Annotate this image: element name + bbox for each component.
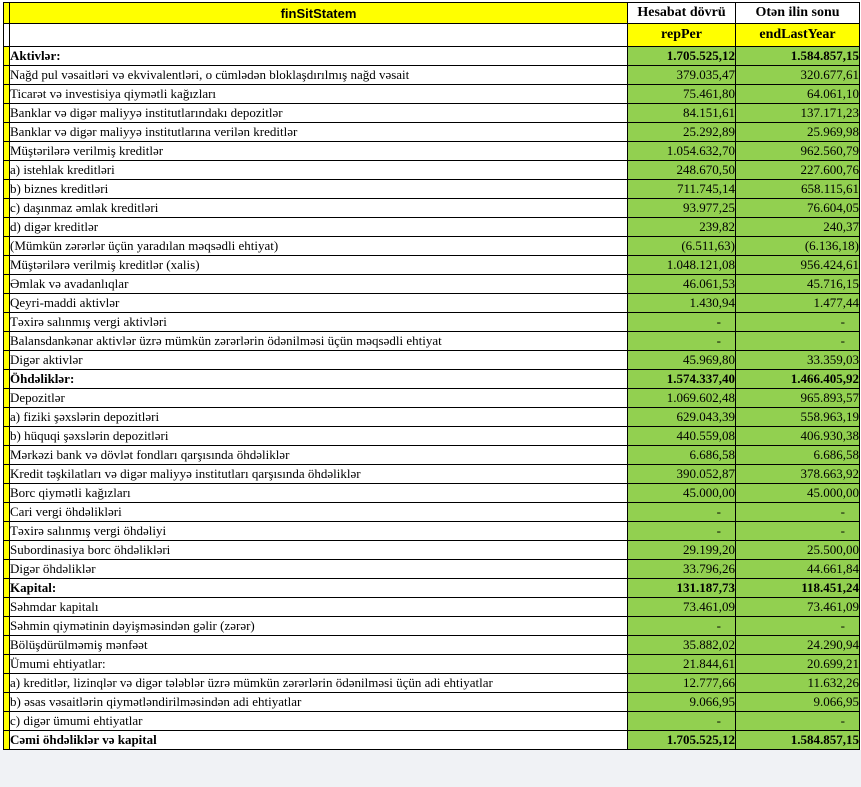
row-label: Təxirə salınmış vergi öhdəliyi	[10, 522, 628, 541]
value-end-last-year: 73.461,09	[736, 598, 860, 617]
row-label: Öhdəliklər:	[10, 370, 628, 389]
column-header-reporting-period: Hesabat dövrü	[628, 3, 736, 24]
value-end-last-year: 1.584.857,15	[736, 47, 860, 66]
row-label: (Mümkün zərərlər üçün yaradılan məqsədli ehtiyat)	[10, 237, 628, 256]
value-reporting-period: 239,82	[628, 218, 736, 237]
value-end-last-year: -	[736, 522, 860, 541]
row-label: b) hüquqi şəxslərin depozitləri	[10, 427, 628, 446]
value-reporting-period: 33.796,26	[628, 560, 736, 579]
value-end-last-year: 25.969,98	[736, 123, 860, 142]
value-end-last-year: 227.600,76	[736, 161, 860, 180]
row-label: Digər öhdəliklər	[10, 560, 628, 579]
value-reporting-period: 131.187,73	[628, 579, 736, 598]
table-row	[4, 579, 860, 598]
table-row	[4, 408, 860, 427]
value-reporting-period: 1.574.337,40	[628, 370, 736, 389]
row-label: Bölüşdürülməmiş mənfəət	[10, 636, 628, 655]
value-end-last-year: 76.604,05	[736, 199, 860, 218]
table-row	[4, 503, 860, 522]
value-reporting-period: 84.151,61	[628, 104, 736, 123]
value-end-last-year: 44.661,84	[736, 560, 860, 579]
value-end-last-year: 962.560,79	[736, 142, 860, 161]
row-label: Nağd pul vəsaitləri və ekvivalentləri, o cümlədən bloklaşdırılmış nağd vəsait	[10, 66, 628, 85]
value-reporting-period: -	[628, 522, 736, 541]
value-reporting-period: 12.777,66	[628, 674, 736, 693]
value-reporting-period: 248.670,50	[628, 161, 736, 180]
value-reporting-period: 73.461,09	[628, 598, 736, 617]
table-row	[4, 351, 860, 370]
table-row	[4, 674, 860, 693]
row-label: a) fiziki şəxslərin depozitləri	[10, 408, 628, 427]
value-reporting-period: 1.705.525,12	[628, 731, 736, 750]
table-row	[4, 142, 860, 161]
value-reporting-period: 45.000,00	[628, 484, 736, 503]
value-reporting-period: 1.048.121,08	[628, 256, 736, 275]
table-row	[4, 218, 860, 237]
row-label: Müştərilərə verilmiş kreditlər	[10, 142, 628, 161]
value-end-last-year: 6.686,58	[736, 446, 860, 465]
value-end-last-year: 1.584.857,15	[736, 731, 860, 750]
row-label: Kapital:	[10, 579, 628, 598]
value-end-last-year: (6.136,18)	[736, 237, 860, 256]
row-label: Müştərilərə verilmiş kreditlər (xalis)	[10, 256, 628, 275]
value-reporting-period: -	[628, 503, 736, 522]
row-label: a) kreditlər, lizinqlər və digər tələblər üzrə mümkün zərərlərin ödənilməsi üçün adi ehtiyatlar	[10, 674, 628, 693]
table-row	[4, 294, 860, 313]
row-label: Banklar və digər maliyyə institutlarındakı depozitlər	[10, 104, 628, 123]
table-row	[4, 47, 860, 66]
value-end-last-year: 45.000,00	[736, 484, 860, 503]
row-label: Aktivlər:	[10, 47, 628, 66]
table-row	[4, 636, 860, 655]
table-row	[4, 161, 860, 180]
column-header-end-last-year: Otən ilin sonu	[736, 3, 860, 24]
value-reporting-period: 21.844,61	[628, 655, 736, 674]
table-row	[4, 465, 860, 484]
row-label: Əmlak və avadanlıqlar	[10, 275, 628, 294]
table-row	[4, 370, 860, 389]
table-row	[4, 541, 860, 560]
value-reporting-period: 25.292,89	[628, 123, 736, 142]
value-reporting-period: 711.745,14	[628, 180, 736, 199]
table-row	[4, 731, 860, 750]
row-label: a) istehlak kreditləri	[10, 161, 628, 180]
value-end-last-year: -	[736, 712, 860, 731]
row-label: c) digər ümumi ehtiyatlar	[10, 712, 628, 731]
table-row	[4, 256, 860, 275]
value-end-last-year: 45.716,15	[736, 275, 860, 294]
value-end-last-year: 956.424,61	[736, 256, 860, 275]
value-end-last-year: 137.171,23	[736, 104, 860, 123]
table-row	[4, 484, 860, 503]
value-end-last-year: -	[736, 332, 860, 351]
row-label: Digər aktivlər	[10, 351, 628, 370]
table-row	[4, 389, 860, 408]
column-subheader-endlastyear: endLastYear	[736, 24, 860, 47]
value-end-last-year: 11.632,26	[736, 674, 860, 693]
row-label: Kredit təşkilatları və digər maliyyə institutları qarşısında öhdəliklər	[10, 465, 628, 484]
value-reporting-period: 1.705.525,12	[628, 47, 736, 66]
value-reporting-period: 1.430,94	[628, 294, 736, 313]
value-reporting-period: 379.035,47	[628, 66, 736, 85]
table-row	[4, 693, 860, 712]
header-empty-label-cell	[10, 24, 628, 47]
value-reporting-period: -	[628, 712, 736, 731]
table-title: finSitStatem	[10, 3, 628, 24]
table-row	[4, 104, 860, 123]
value-end-last-year: 378.663,92	[736, 465, 860, 484]
table-row	[4, 275, 860, 294]
table-row	[4, 332, 860, 351]
table-row	[4, 598, 860, 617]
value-end-last-year: -	[736, 617, 860, 636]
value-end-last-year: 25.500,00	[736, 541, 860, 560]
row-label: Mərkəzi bank və dövlət fondları qarşısında öhdəliklər	[10, 446, 628, 465]
value-end-last-year: 240,37	[736, 218, 860, 237]
value-end-last-year: 118.451,24	[736, 579, 860, 598]
value-end-last-year: 1.466.405,92	[736, 370, 860, 389]
row-label: Təxirə salınmış vergi aktivləri	[10, 313, 628, 332]
value-reporting-period: -	[628, 332, 736, 351]
row-label: Subordinasiya borc öhdəlikləri	[10, 541, 628, 560]
value-reporting-period: 93.977,25	[628, 199, 736, 218]
row-label: Səhmdar kapitalı	[10, 598, 628, 617]
table-row	[4, 522, 860, 541]
table-row	[4, 180, 860, 199]
header-row-titles	[4, 3, 860, 24]
value-reporting-period: 1.054.632,70	[628, 142, 736, 161]
value-reporting-period: 45.969,80	[628, 351, 736, 370]
table-row	[4, 237, 860, 256]
table-row	[4, 655, 860, 674]
value-reporting-period: 440.559,08	[628, 427, 736, 446]
value-end-last-year: 965.893,57	[736, 389, 860, 408]
row-label: Balansdankənar aktivlər üzrə mümkün zərərlərin ödənilməsi üçün məqsədli ehtiyat	[10, 332, 628, 351]
header-row-field-codes	[4, 24, 860, 47]
value-end-last-year: 658.115,61	[736, 180, 860, 199]
table-row	[4, 123, 860, 142]
table-row	[4, 313, 860, 332]
row-label: b) əsas vəsaitlərin qiymətləndirilməsindən adi ehtiyatlar	[10, 693, 628, 712]
table-row	[4, 560, 860, 579]
value-end-last-year: 320.677,61	[736, 66, 860, 85]
value-end-last-year: 558.963,19	[736, 408, 860, 427]
row-label: Qeyri-maddi aktivlər	[10, 294, 628, 313]
value-reporting-period: 75.461,80	[628, 85, 736, 104]
value-reporting-period: (6.511,63)	[628, 237, 736, 256]
row-label: Səhmin qiymətinin dəyişməsindən gəlir (zərər)	[10, 617, 628, 636]
value-reporting-period: 35.882,02	[628, 636, 736, 655]
value-reporting-period: -	[628, 617, 736, 636]
value-reporting-period: 29.199,20	[628, 541, 736, 560]
table-row	[4, 446, 860, 465]
value-reporting-period: 390.052,87	[628, 465, 736, 484]
row-label: Borc qiymətli kağızları	[10, 484, 628, 503]
value-reporting-period: 46.061,53	[628, 275, 736, 294]
row-label: Cəmi öhdəliklər və kapital	[10, 731, 628, 750]
table-row	[4, 712, 860, 731]
value-end-last-year: 24.290,94	[736, 636, 860, 655]
value-reporting-period: 1.069.602,48	[628, 389, 736, 408]
table-row	[4, 66, 860, 85]
value-end-last-year: 9.066,95	[736, 693, 860, 712]
value-end-last-year: 64.061,10	[736, 85, 860, 104]
row-label: Depozitlər	[10, 389, 628, 408]
value-reporting-period: 9.066,95	[628, 693, 736, 712]
value-end-last-year: -	[736, 313, 860, 332]
value-reporting-period: 6.686,58	[628, 446, 736, 465]
column-subheader-repper: repPer	[628, 24, 736, 47]
value-reporting-period: 629.043,39	[628, 408, 736, 427]
table-row	[4, 85, 860, 104]
table-row	[4, 199, 860, 218]
financial-statement-table	[3, 2, 860, 750]
row-label: Ümumi ehtiyatlar:	[10, 655, 628, 674]
value-end-last-year: -	[736, 503, 860, 522]
row-label: d) digər kreditlər	[10, 218, 628, 237]
value-end-last-year: 1.477,44	[736, 294, 860, 313]
table-row	[4, 617, 860, 636]
table-row	[4, 427, 860, 446]
value-end-last-year: 33.359,03	[736, 351, 860, 370]
value-end-last-year: 406.930,38	[736, 427, 860, 446]
row-label: c) daşınmaz əmlak kreditləri	[10, 199, 628, 218]
row-label: Cari vergi öhdəlikləri	[10, 503, 628, 522]
value-reporting-period: -	[628, 313, 736, 332]
row-label: b) biznes kreditləri	[10, 180, 628, 199]
row-label: Banklar və digər maliyyə institutlarına verilən kreditlər	[10, 123, 628, 142]
value-end-last-year: 20.699,21	[736, 655, 860, 674]
row-label: Ticarət və investisiya qiymətli kağızları	[10, 85, 628, 104]
